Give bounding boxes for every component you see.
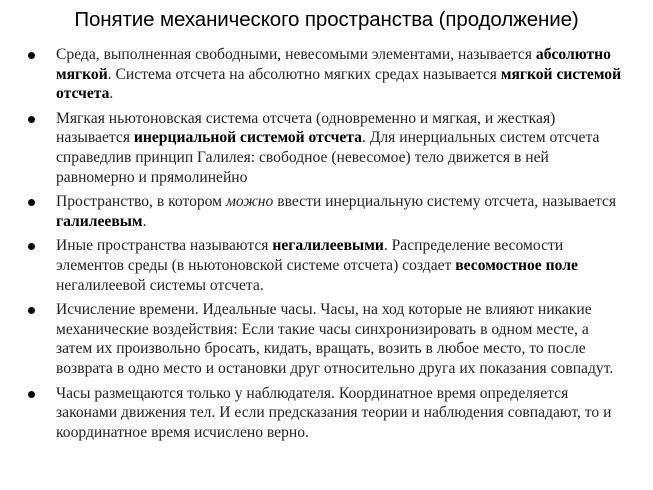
bold-term: мягкой системой отсчета [56,65,622,103]
text-run: Иные пространства называются [56,237,273,255]
bullet-item [0,109,653,187]
bullet-text [56,193,616,230]
bullet-item [0,192,653,231]
bullet-list [0,45,653,447]
text-run: . [109,85,114,103]
text-run: Пространство, в котором [56,193,226,211]
text-run: . Для инерциальных систем отсчета справедлив принцип Галилея: свободное (невесомое) тело движется в ней равномерно и прямолинейно [56,129,600,186]
text-run: ввести инерциальную систему отсчета, называется [273,193,617,211]
bold-term: негалилеевыми [272,237,384,255]
text-run: Среда, выполненная свободными, невесомыми элементами, называется [56,46,536,63]
text-run: . Распределение весомости элементов среды (в ньютоновской системе отсчета) создает [56,237,564,274]
text-run: негалилеевой системы отсчета. [56,276,264,294]
text-run: Часы размещаются только у наблюдателя. Координатное время определяется законами движения тел. И если предсказания теории и наблюдения совпадают, то и координатное время исчислено верно. [56,384,612,441]
bullet-text [56,46,621,102]
text-run: Мягкая ньютоновская система отсчета (одновременно и мягкая, и жесткая) называется [56,109,556,147]
bullet-dot-icon [28,391,35,398]
bold-term: галилеевым [56,212,143,230]
bullet-text [56,301,613,377]
text-run: Исчисление времени. Идеальные часы. Часы, на ход которые не влияют никакие механические воздействия: Если такие часы синхронизировать в одном месте, а затем их произвольно бросать, кидать, вращать, возить в любое место, то после возврата в одно место и остановки друг относительно друга их показания совпадут. [56,301,614,377]
bold-term: инерциальной системой отсчета [133,129,362,147]
slide-title: Понятие механического пространства (продолжение) [74,8,579,31]
bullet-dot-icon [28,307,35,314]
bullet-text [56,110,599,186]
bold-term: абсолютно мягкой [56,46,611,83]
bullet-item [0,384,653,443]
bullet-text [56,385,611,441]
text-run: . [142,212,147,230]
bullet-item [0,300,653,378]
bullet-dot-icon [28,243,35,250]
bullet-item [0,45,653,104]
text-run: . Система отсчета на абсолютно мягких средах называется [107,65,501,83]
bullet-item [0,236,653,295]
italic-emphasis: можно [225,193,274,211]
bullet-text [56,237,578,293]
bold-term: весомостное поле [455,256,578,274]
bullet-dot-icon [28,52,35,59]
bullet-dot-icon [28,199,35,206]
bullet-dot-icon [28,116,35,123]
